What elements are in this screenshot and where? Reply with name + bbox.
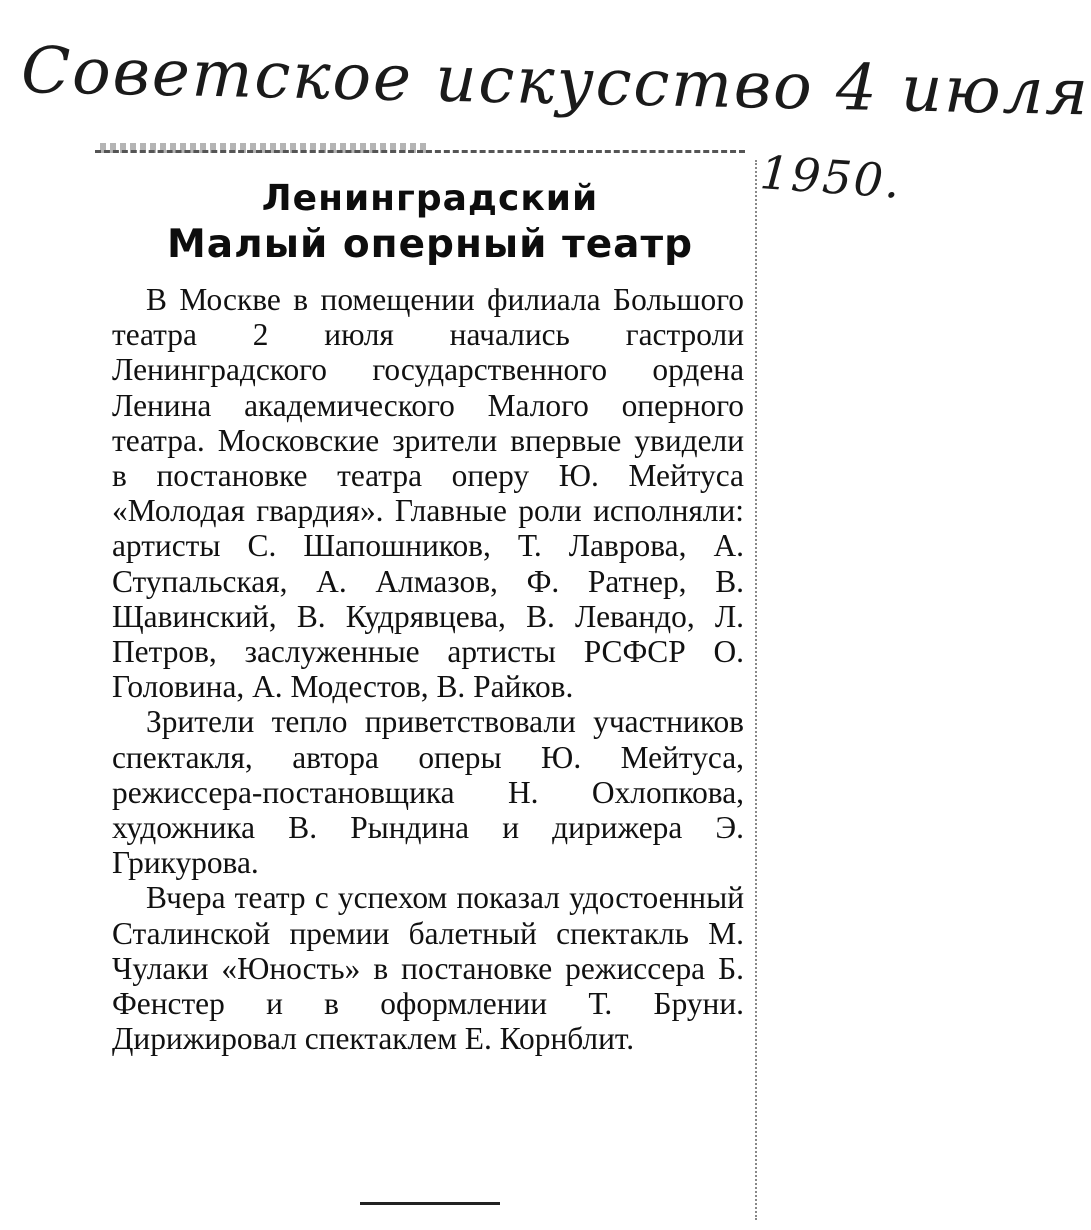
article-paragraph-2: Зрители тепло приветствовали участников спектакля, автора оперы Ю. Мейтуса, режиссера-постановщика Н. Охлопкова, художника В. Рындина и дирижера Э. Грикурова. — [112, 704, 744, 881]
article-end-rule — [360, 1202, 500, 1205]
article-paragraph-1: В Москве в помещении филиала Большого театра 2 июля начались гастроли Ленинградского государственного ордена Ленина академического Малого оперного театра. Московские зрители впервые увидели в постановке театра оперу Ю. Мейтуса «Молодая гвардия». Главные роли исполняли: артисты С. Шапошников, Т. Лаврова, А. Ступальская, А. Алмазов, Ф. Ратнер, В. Щавинский, В. Кудрявцева, В. Левандо, Л. Петров, заслуженные артисты РСФСР О. Головина, А. Модестов, В. Райков. — [112, 282, 744, 705]
headline-line-1: Ленинградский — [261, 178, 599, 219]
column-top-rule — [95, 150, 745, 153]
article-paragraph-3: Вчера театр с успехом показал удостоенный Сталинской премии балетный спектакль М. Чулаки «Юность» в постановке режиссера Б. Фенстер и в оформлении Т. Бруни. Дирижировал спектаклем Е. Корнблит. — [112, 880, 744, 1057]
column-right-rule — [755, 160, 757, 1220]
handwritten-year-note: 1950. — [758, 145, 904, 209]
handwritten-source-note: Советское искусство 4 июля — [20, 34, 1091, 131]
headline-line-2: Малый оперный театр — [167, 222, 693, 267]
article-body — [112, 282, 744, 1056]
